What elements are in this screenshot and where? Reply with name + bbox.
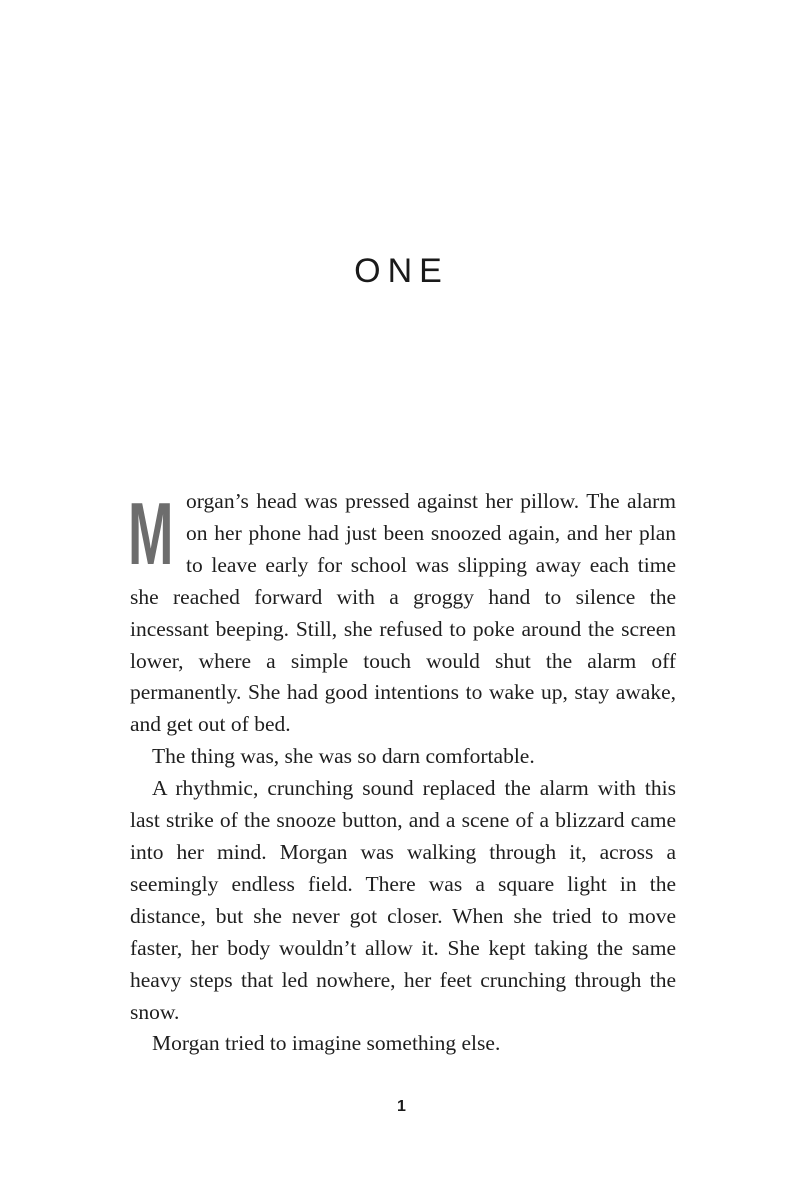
chapter-title: ONE (354, 252, 449, 290)
paragraph: The thing was, she was so darn comfortable. (152, 744, 535, 769)
paragraph-opening (130, 486, 676, 741)
paragraph: A rhythmic, crunching sound replaced the alarm with this last strike of the snooze button, and a scene of a blizzard came into her mind. Morgan was walking through it, across a seemingly endless field. There was a square light in the distance, but she never got closer. When she tried to move faster, her body wouldn’t allow it. She kept taking the same heavy steps that led nowhere, her feet crunching through the snow. (130, 776, 676, 1024)
paragraph-opening-text: organ’s head was pressed against her pillow. The alarm on her phone had just been snoozed again, and her plan to leave early for school was slipping away each time she reached forward with a groggy hand to silence the incessant beeping. Still, she refused to poke around the screen lower, where a simple touch would shut the alarm off permanently. She had good intentions to wake up, stay awake, and get out of bed. (130, 489, 676, 737)
chapter-body (130, 486, 676, 1060)
paragraph: Morgan tried to imagine something else. (152, 1031, 501, 1056)
drop-cap-letter: M (128, 484, 174, 583)
page-number: 1 (397, 1098, 406, 1115)
